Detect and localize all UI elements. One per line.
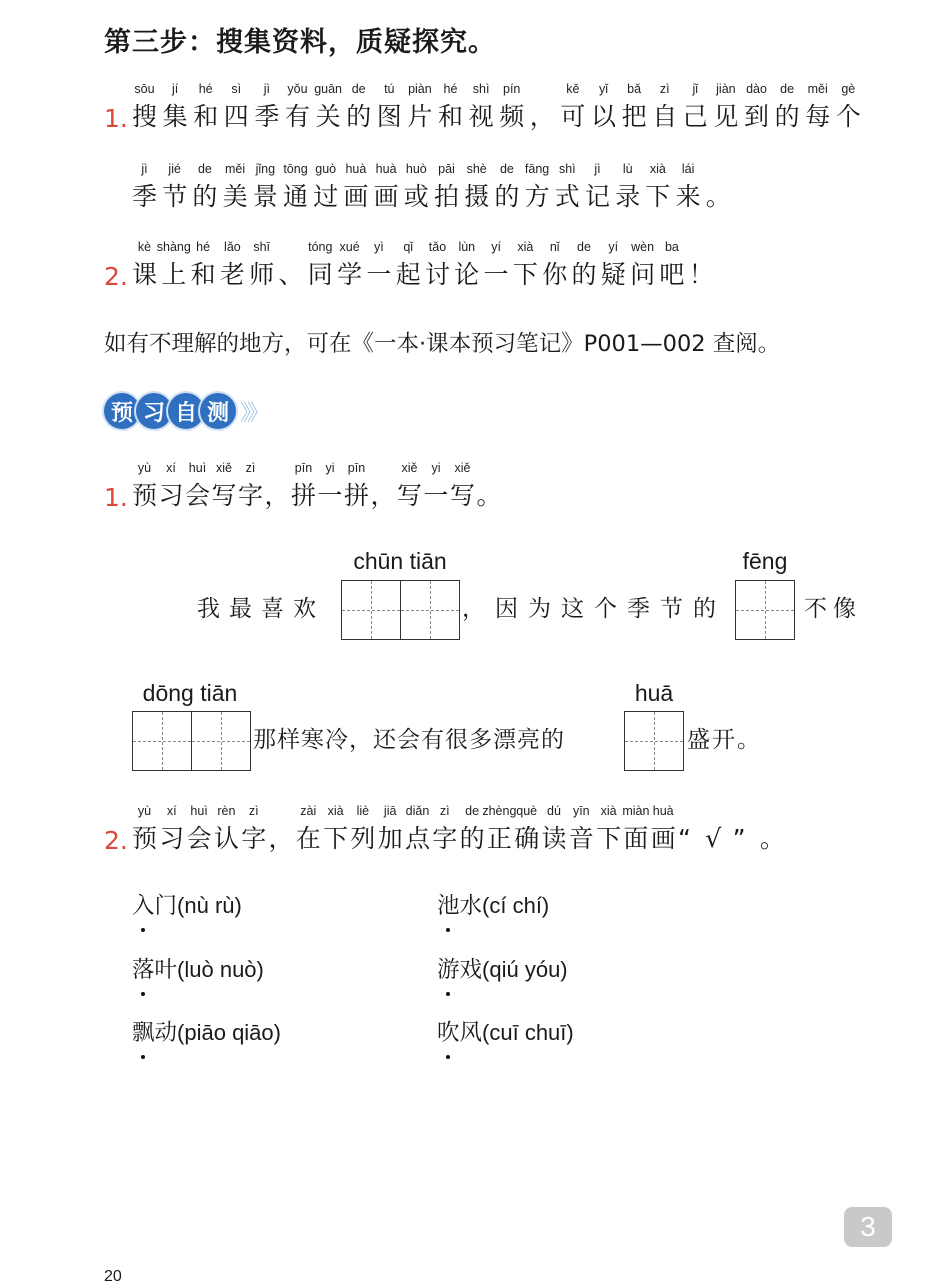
pinyin-annotation: yù (137, 461, 152, 475)
hanzi-char: 的 (571, 260, 597, 289)
hanzi-char: 写 (211, 481, 237, 510)
pinyin-annotation: jì (263, 82, 271, 96)
writing-cell[interactable] (192, 712, 250, 770)
pinyin-annotation: shī (253, 240, 271, 254)
emphasis-dot (446, 1055, 450, 1059)
pinyin-annotation: zhèng (482, 804, 517, 818)
step-1-line-1 (132, 80, 867, 140)
pinyin-annotation: de (499, 162, 514, 176)
hanzi-char: 认 (213, 824, 239, 853)
writing-cell[interactable] (401, 581, 459, 639)
hanzi-char: 来 (675, 182, 701, 211)
hanzi-char: 。 (476, 481, 502, 510)
pinyin-annotation: jǐng (255, 162, 276, 176)
hanzi-char: 下 (512, 260, 538, 289)
pinyin-annotation: huà (345, 162, 367, 176)
pinyin-annotation: jì (594, 162, 601, 176)
preview-self-test-banner (104, 392, 265, 430)
reference-note: 如有不理解的地方，可在《一本·课本预习笔记》P001—002 查阅。 (104, 331, 781, 357)
pinyin-annotation: què (516, 804, 538, 818)
hanzi-char: 画 (650, 824, 676, 853)
hanzi-char: 频 (499, 102, 525, 131)
pinyin-annotation: piàn (408, 82, 432, 96)
hanzi-char: 问 (630, 260, 656, 289)
pinyin-annotation: yí (608, 240, 619, 254)
pinyin-annotation: qǐ (403, 240, 414, 254)
reading-item: 飘 动(piāo qiāo) (132, 1015, 281, 1047)
pinyin-annotation: jiā (383, 804, 397, 818)
pinyin-annotation: yi (431, 461, 441, 475)
pinyin-annotation: xí (166, 804, 177, 818)
pinyin-annotation: shì (472, 82, 490, 96)
hanzi-char: 的 (346, 102, 372, 131)
writing-cell[interactable] (625, 712, 683, 770)
pinyin-annotation: pīn (347, 461, 366, 475)
pinyin-annotation: lù (622, 162, 633, 176)
hanzi-char: 见 (713, 102, 739, 131)
hanzi-char: 节 (162, 182, 188, 211)
hanzi-char: 讨 (425, 260, 451, 289)
pinyin-annotation: zì (439, 804, 450, 818)
step-2-num: 2. (104, 262, 128, 291)
hanzi-char: 读 (541, 824, 567, 853)
pinyin-options[interactable]: (qiú yóu) (482, 957, 568, 982)
pinyin-annotation: tú (384, 82, 395, 96)
pinyin-annotation: hé (443, 82, 458, 96)
hanzi-char: 以 (591, 102, 617, 131)
pinyin-annotation: huì (190, 804, 208, 818)
sentence-part-b: ，因为这个季节的 (462, 596, 726, 622)
hanzi-char: 加 (377, 824, 403, 853)
hanzi-char: 面 (623, 824, 649, 853)
pinyin-annotation: de (197, 162, 212, 176)
pinyin-annotation: diǎn (405, 804, 430, 818)
pinyin-annotation: nǐ (549, 240, 560, 254)
hanzi-char: 习 (159, 824, 185, 853)
hanzi-char: 会 (185, 481, 211, 510)
pinyin-annotation: rèn (217, 804, 236, 818)
pinyin-annotation: yi (325, 461, 335, 475)
pinyin-annotation: tóng (308, 240, 333, 254)
hanzi-char: 集 (162, 102, 188, 131)
hanzi-char: 季 (132, 182, 158, 211)
exercise-1-prompt (132, 459, 532, 519)
pinyin-options[interactable]: (luò nuò) (177, 957, 264, 982)
hanzi-char: 预 (132, 824, 158, 853)
hanzi-char: 和 (438, 102, 464, 131)
banner-char-2: 习 (136, 393, 172, 429)
pinyin-annotation: huà (652, 804, 674, 818)
pinyin-annotation: xí (166, 461, 176, 475)
hanzi-char: “ (678, 824, 691, 853)
pinyin-annotation: guān (314, 82, 342, 96)
step-title: 第三步：搜集资料，质疑探究。 (104, 27, 496, 58)
hanzi-char: 会 (186, 824, 212, 853)
pinyin-annotation: sōu (134, 82, 155, 96)
pinyin-annotation: lǎo (224, 240, 241, 254)
pinyin-annotation: de (577, 240, 591, 254)
hanzi-char: ， (264, 481, 290, 510)
pinyin-annotation: dào (746, 82, 767, 96)
step-2-line-1 (132, 238, 732, 298)
reading-item: 游 戏(qiú yóu) (437, 952, 568, 984)
hanzi-char: 。 (705, 182, 731, 211)
hanzi-char: 己 (682, 102, 708, 131)
hanzi-char: ， (370, 481, 396, 510)
hanzi-char: 个 (835, 102, 861, 131)
pinyin-annotation: kě (566, 82, 580, 96)
exercise-1-num: 1. (104, 483, 128, 512)
pinyin-options[interactable]: (piāo qiāo) (177, 1020, 281, 1045)
hanzi-char: ” (732, 824, 746, 853)
pinyin-annotation: jǐ (692, 82, 699, 96)
sentence-part-e: 盛开。 (687, 727, 762, 753)
pinyin-annotation: gè (841, 82, 856, 96)
hanzi-char: 式 (554, 182, 580, 211)
hanzi-char: 和 (193, 102, 219, 131)
pinyin-annotation: yǒu (287, 82, 308, 96)
pinyin-annotation: yīn (572, 804, 590, 818)
pinyin-annotation: fāng (524, 162, 550, 176)
hanzi-char: 音 (568, 824, 594, 853)
hanzi-char: 方 (524, 182, 550, 211)
pinyin-annotation: xiě (401, 461, 418, 475)
hanzi-char: 录 (615, 182, 641, 211)
hanzi-char: 师 (249, 260, 275, 289)
writing-box-2[interactable] (735, 580, 795, 640)
pinyin-annotation: huò (405, 162, 427, 176)
hanzi-char: 确 (514, 824, 540, 853)
hanzi-char: 预 (132, 481, 158, 510)
reading-item: 落 叶(luò nuò) (132, 952, 264, 984)
hanzi-char: 拼 (344, 481, 370, 510)
hanzi-char: 下 (645, 182, 671, 211)
pinyin-annotation: yǐ (598, 82, 609, 96)
hanzi-char: 关 (315, 102, 341, 131)
pinyin-options[interactable]: (nù rù) (177, 893, 242, 918)
hanzi-char: 搜 (132, 102, 158, 131)
pinyin-annotation: de (465, 804, 480, 818)
hanzi-char: 吧 (659, 260, 685, 289)
hanzi-char: 。 (759, 824, 785, 853)
pinyin-annotation: zì (659, 82, 670, 96)
hanzi-char: 同 (307, 260, 333, 289)
hanzi-char: 过 (313, 182, 339, 211)
hanzi-char: 疑 (600, 260, 626, 289)
pinyin-annotation: xué (339, 240, 360, 254)
reading-item: 吹 风(cuī chuī) (437, 1015, 574, 1047)
pinyin-annotation: de (351, 82, 366, 96)
pinyin-annotation: huì (188, 461, 207, 475)
exercise-2-num: 2. (104, 826, 128, 855)
hanzi-char: 点 (405, 824, 431, 853)
reading-item: 入 门(nù rù) (132, 888, 242, 920)
pinyin-annotation: xiě (454, 461, 471, 475)
pinyin-annotation: xià (600, 804, 617, 818)
hanzi-char: 和 (190, 260, 216, 289)
pinyin-annotation: de (780, 82, 795, 96)
hanzi-char: ， (268, 824, 294, 853)
pinyin-annotation: shì (558, 162, 576, 176)
hanzi-char: 在 (295, 824, 321, 853)
sentence-part-d: 那样寒冷，还会有很多漂亮的 (253, 727, 565, 753)
pinyin-annotation: zài (300, 804, 317, 818)
hanzi-char: 拍 (434, 182, 460, 211)
hanzi-char: 写 (397, 481, 423, 510)
hanzi-char: 列 (350, 824, 376, 853)
pinyin-annotation: jiàn (716, 82, 736, 96)
writing-cell[interactable] (342, 581, 401, 639)
pinyin-annotation: tōng (283, 162, 308, 176)
pinyin-annotation: pīn (294, 461, 313, 475)
hanzi-char: 可 (560, 102, 586, 131)
hanzi-char: 下 (596, 824, 622, 853)
hanzi-char: 美 (222, 182, 248, 211)
hanzi-char: 或 (403, 182, 429, 211)
pinyin-annotation: guò (315, 162, 337, 176)
pinyin-annotation: ba (664, 240, 679, 254)
sentence-part-a: 我最喜欢 (197, 596, 325, 622)
box-2-pinyin: fēng (742, 548, 788, 574)
pinyin-annotation: zì (248, 804, 259, 818)
writing-box-1[interactable] (341, 580, 460, 640)
hanzi-char: 写 (450, 481, 476, 510)
pinyin-annotation: lùn (458, 240, 476, 254)
reading-item: 池 水(cí chí) (437, 888, 549, 920)
pinyin-annotation: zì (245, 461, 256, 475)
step-1-num: 1. (104, 104, 128, 133)
writing-cell[interactable] (736, 581, 794, 639)
pinyin-annotation: wèn (631, 240, 655, 254)
hanzi-char: 把 (621, 102, 647, 131)
emphasis-dot (446, 992, 450, 996)
hanzi-char: ， (529, 102, 555, 131)
hanzi-char: 摄 (464, 182, 490, 211)
hanzi-char: 的 (774, 102, 800, 131)
pinyin-annotation: yí (491, 240, 501, 254)
hanzi-char: 季 (254, 102, 280, 131)
emphasis-dot (141, 1055, 145, 1059)
hanzi-char: 正 (486, 824, 512, 853)
pinyin-annotation: xià (649, 162, 666, 176)
emphasis-dot (141, 928, 145, 932)
pinyin-annotation: hé (196, 240, 211, 254)
pinyin-annotation: měi (225, 162, 246, 176)
hanzi-char: 的 (494, 182, 520, 211)
pinyin-annotation: pāi (438, 162, 455, 176)
hanzi-char: 你 (542, 260, 568, 289)
hanzi-char: 一 (366, 260, 392, 289)
hanzi-char: 字 (432, 824, 458, 853)
banner-char-3: 自 (168, 393, 204, 429)
hanzi-char: 视 (468, 102, 494, 131)
box-3-pinyin: dōng tiān (142, 680, 238, 706)
hanzi-char: 老 (219, 260, 245, 289)
writing-box-3[interactable] (132, 711, 251, 771)
hanzi-char: 一 (483, 260, 509, 289)
pinyin-annotation: kè (137, 240, 152, 254)
pinyin-annotation: shè (466, 162, 487, 176)
pinyin-annotation: yù (137, 804, 152, 818)
hanzi-char: 一 (317, 481, 343, 510)
hanzi-char: 通 (283, 182, 309, 211)
hanzi-char: 字 (241, 824, 267, 853)
emphasis-dot (141, 992, 145, 996)
pinyin-annotation: jí (171, 82, 179, 96)
pinyin-annotation: měi (807, 82, 828, 96)
writing-box-4[interactable] (624, 711, 684, 771)
hanzi-char: 四 (223, 102, 249, 131)
hanzi-char: 每 (805, 102, 831, 131)
pinyin-options[interactable]: (cuī chuī) (482, 1020, 574, 1045)
hanzi-char: 画 (373, 182, 399, 211)
banner-char-1: 预 (104, 393, 140, 429)
sentence-part-c: 不像 (804, 596, 862, 622)
hanzi-char: ！ (688, 260, 714, 289)
hanzi-char: 下 (323, 824, 349, 853)
pinyin-annotation: lái (681, 162, 695, 176)
hanzi-char: 、 (278, 260, 304, 289)
pinyin-annotation: xiě (216, 461, 232, 475)
hanzi-char: 的 (459, 824, 485, 853)
box-1-pinyin: chūn tiān (353, 548, 447, 574)
pinyin-annotation: jì (141, 162, 148, 176)
chevron-right-icon: 》》 (240, 400, 266, 426)
pinyin-annotation: jié (168, 162, 181, 176)
pinyin-annotation: sì (231, 82, 242, 96)
hanzi-char: 有 (285, 102, 311, 131)
hanzi-char: 自 (652, 102, 678, 131)
pinyin-options[interactable]: (cí chí) (482, 893, 550, 918)
pinyin-annotation: shàng (156, 240, 191, 254)
pinyin-annotation: liè (356, 804, 370, 818)
hanzi-char: 上 (161, 260, 187, 289)
hanzi-char: 习 (158, 481, 184, 510)
hanzi-char: 图 (376, 102, 402, 131)
hanzi-char: 画 (343, 182, 369, 211)
box-4-pinyin: huā (634, 680, 674, 706)
page-badge[interactable]: 3 (844, 1207, 892, 1247)
hanzi-char: 记 (585, 182, 611, 211)
pinyin-annotation: xià (517, 240, 534, 254)
hanzi-char: 片 (407, 102, 433, 131)
pinyin-annotation: yì (374, 240, 384, 254)
step-1-line-2 (132, 160, 732, 220)
writing-cell[interactable] (133, 712, 192, 770)
emphasis-dot (446, 928, 450, 932)
hanzi-char: 课 (132, 260, 158, 289)
hanzi-char: 论 (454, 260, 480, 289)
pinyin-annotation: tǎo (428, 240, 447, 254)
hanzi-char: 字 (238, 481, 264, 510)
hanzi-char: 景 (252, 182, 278, 211)
exercise-2-prompt (132, 802, 852, 862)
pinyin-annotation: hé (198, 82, 213, 96)
hanzi-char: √ (705, 824, 722, 853)
pinyin-annotation: dú (547, 804, 561, 818)
hanzi-char: 到 (744, 102, 770, 131)
hanzi-char: 起 (395, 260, 421, 289)
pinyin-annotation: xià (327, 804, 344, 818)
hanzi-char: 一 (423, 481, 449, 510)
page-number: 20 (104, 1268, 122, 1285)
banner-char-4: 测 (200, 393, 236, 429)
pinyin-annotation: miàn (622, 804, 650, 818)
hanzi-char: 拼 (291, 481, 317, 510)
hanzi-char: 学 (337, 260, 363, 289)
pinyin-annotation: bǎ (627, 82, 642, 96)
pinyin-annotation: pín (502, 82, 521, 96)
pinyin-annotation: huà (375, 162, 397, 176)
hanzi-char: 的 (192, 182, 218, 211)
